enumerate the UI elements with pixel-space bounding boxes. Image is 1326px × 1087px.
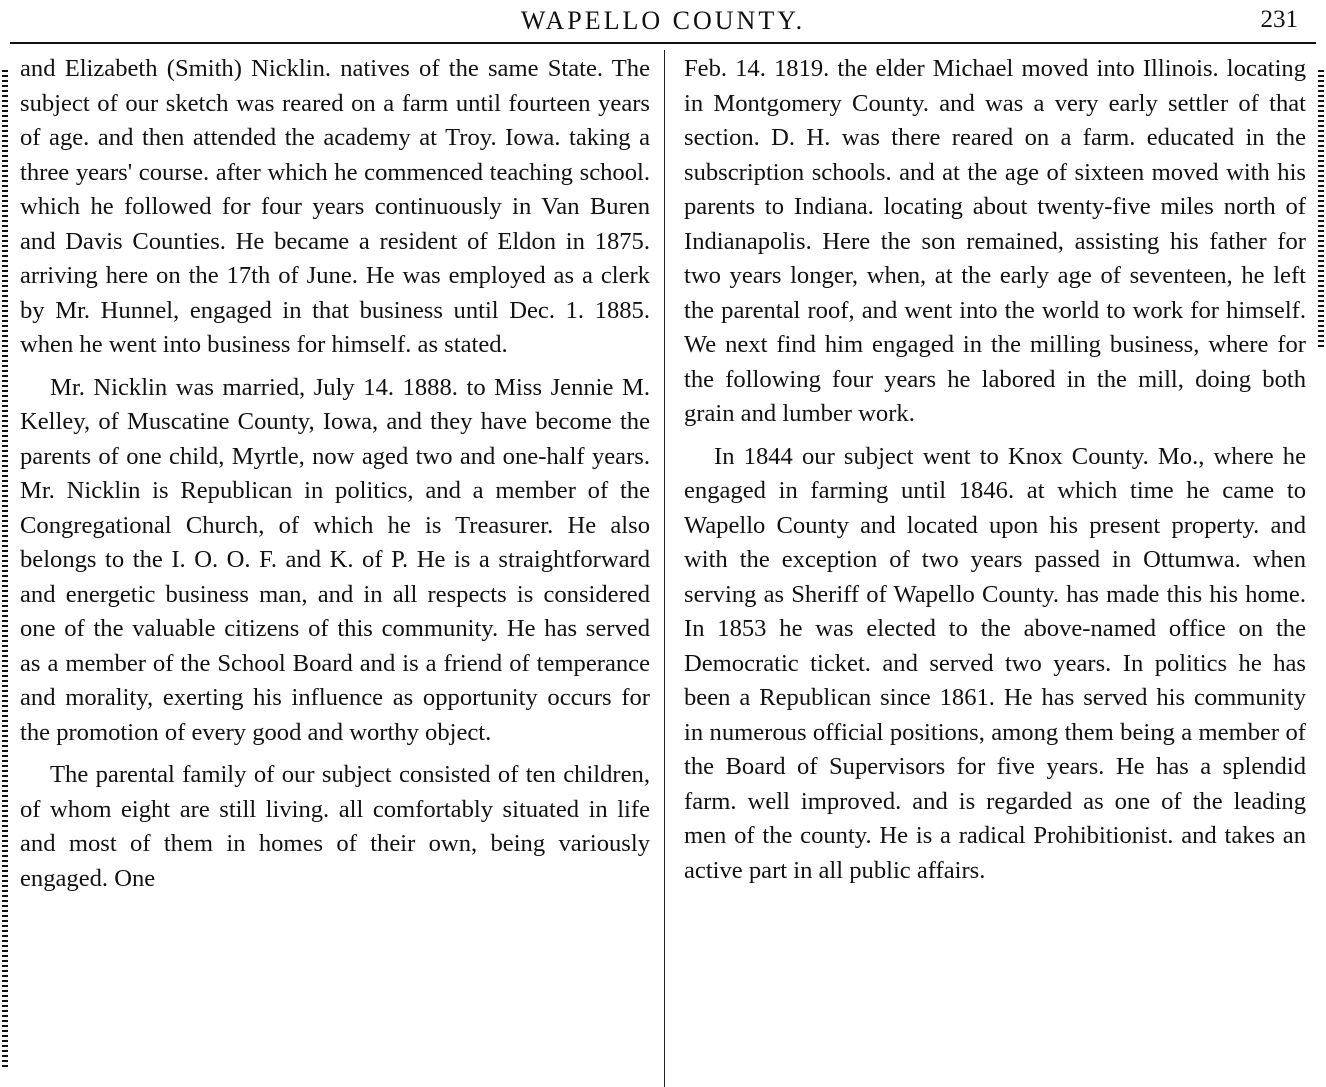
paragraph: In 1844 our subject went to Knox County. Mo., where he engaged in farming until 1846. at which time he came to Wapello County and located upon his present property. and with the exception of two years passed in Ottumwa. when serving as Sheriff of Wapello County. has made this his home. In 1853 he was elected to the above-named office on the Democratic ticket. and served two years. In politics he has been a Republican since 1861. He has served his community in numerous official positions, among them being a member of the Board of Supervisors for five years. He has a splendid farm. well improved. and is regarded as one of the leading men of the county. He is a radical Prohibitionist. and takes an active part in all public affairs.: [684, 442, 1306, 884]
header-rule: [10, 42, 1316, 44]
page-header: [0, 0, 1326, 44]
right-column: [684, 52, 1306, 1087]
running-title: WAPELLO COUNTY.: [520, 6, 806, 35]
left-binding-edge: [2, 70, 8, 1067]
paragraph: and Elizabeth (Smith) Nicklin. natives of the same State. The subject of our sketch was reared on a farm until fourteen years of age. and then attended the academy at Troy. Iowa. taking a three years' course. after which he commenced teaching school. which he followed for four years continuously in Van Buren and Davis Counties. He became a resident of Eldon in 1875. arriving here on the 17th of June. He was employed as a clerk by Mr. Hunnel, engaged in that business until Dec. 1. 1885. when he went into business for himself. as stated.: [20, 55, 650, 358]
page-number: 231: [1260, 6, 1298, 33]
right-binding-edge: [1318, 70, 1324, 347]
paragraph: The parental family of our subject consisted of ten children, of whom eight are still living. all comfortably situated in life and most of them in homes of their own, being variously engaged. One: [20, 761, 650, 892]
paragraph: Mr. Nicklin was married, July 14. 1888. to Miss Jennie M. Kelley, of Muscatine County, Iowa, and they have become the parents of one child, Myrtle, now aged two and one-half years. Mr. Nicklin is Republican in politics, and a member of the Congregational Church, of which he is Treasurer. He also belongs to the I. O. O. F. and K. of P. He is a straightforward and energetic business man, and in all respects is considered one of the valuable citizens of this community. He has served as a member of the School Board and is a friend of temperance and morality, exerting his influence as opportunity occurs for the promotion of every good and worthy object.: [20, 373, 650, 746]
left-column: [20, 52, 650, 1087]
paragraph: Feb. 14. 1819. the elder Michael moved into Illinois. locating in Montgomery County. and was a very early settler of that section. D. H. was there reared on a farm. educated in the subscription schools. and at the age of sixteen moved with his parents to Indiana. locating about twenty-five miles north of Indianapolis. Here the son remained, assisting his father for two years longer, when, at the early age of seventeen, he left the parental roof, and went into the world to work for himself. We next find him engaged in the milling business, where for the following four years he labored in the mill, doing both grain and lumber work.: [684, 55, 1306, 427]
column-divider: [664, 50, 665, 1087]
